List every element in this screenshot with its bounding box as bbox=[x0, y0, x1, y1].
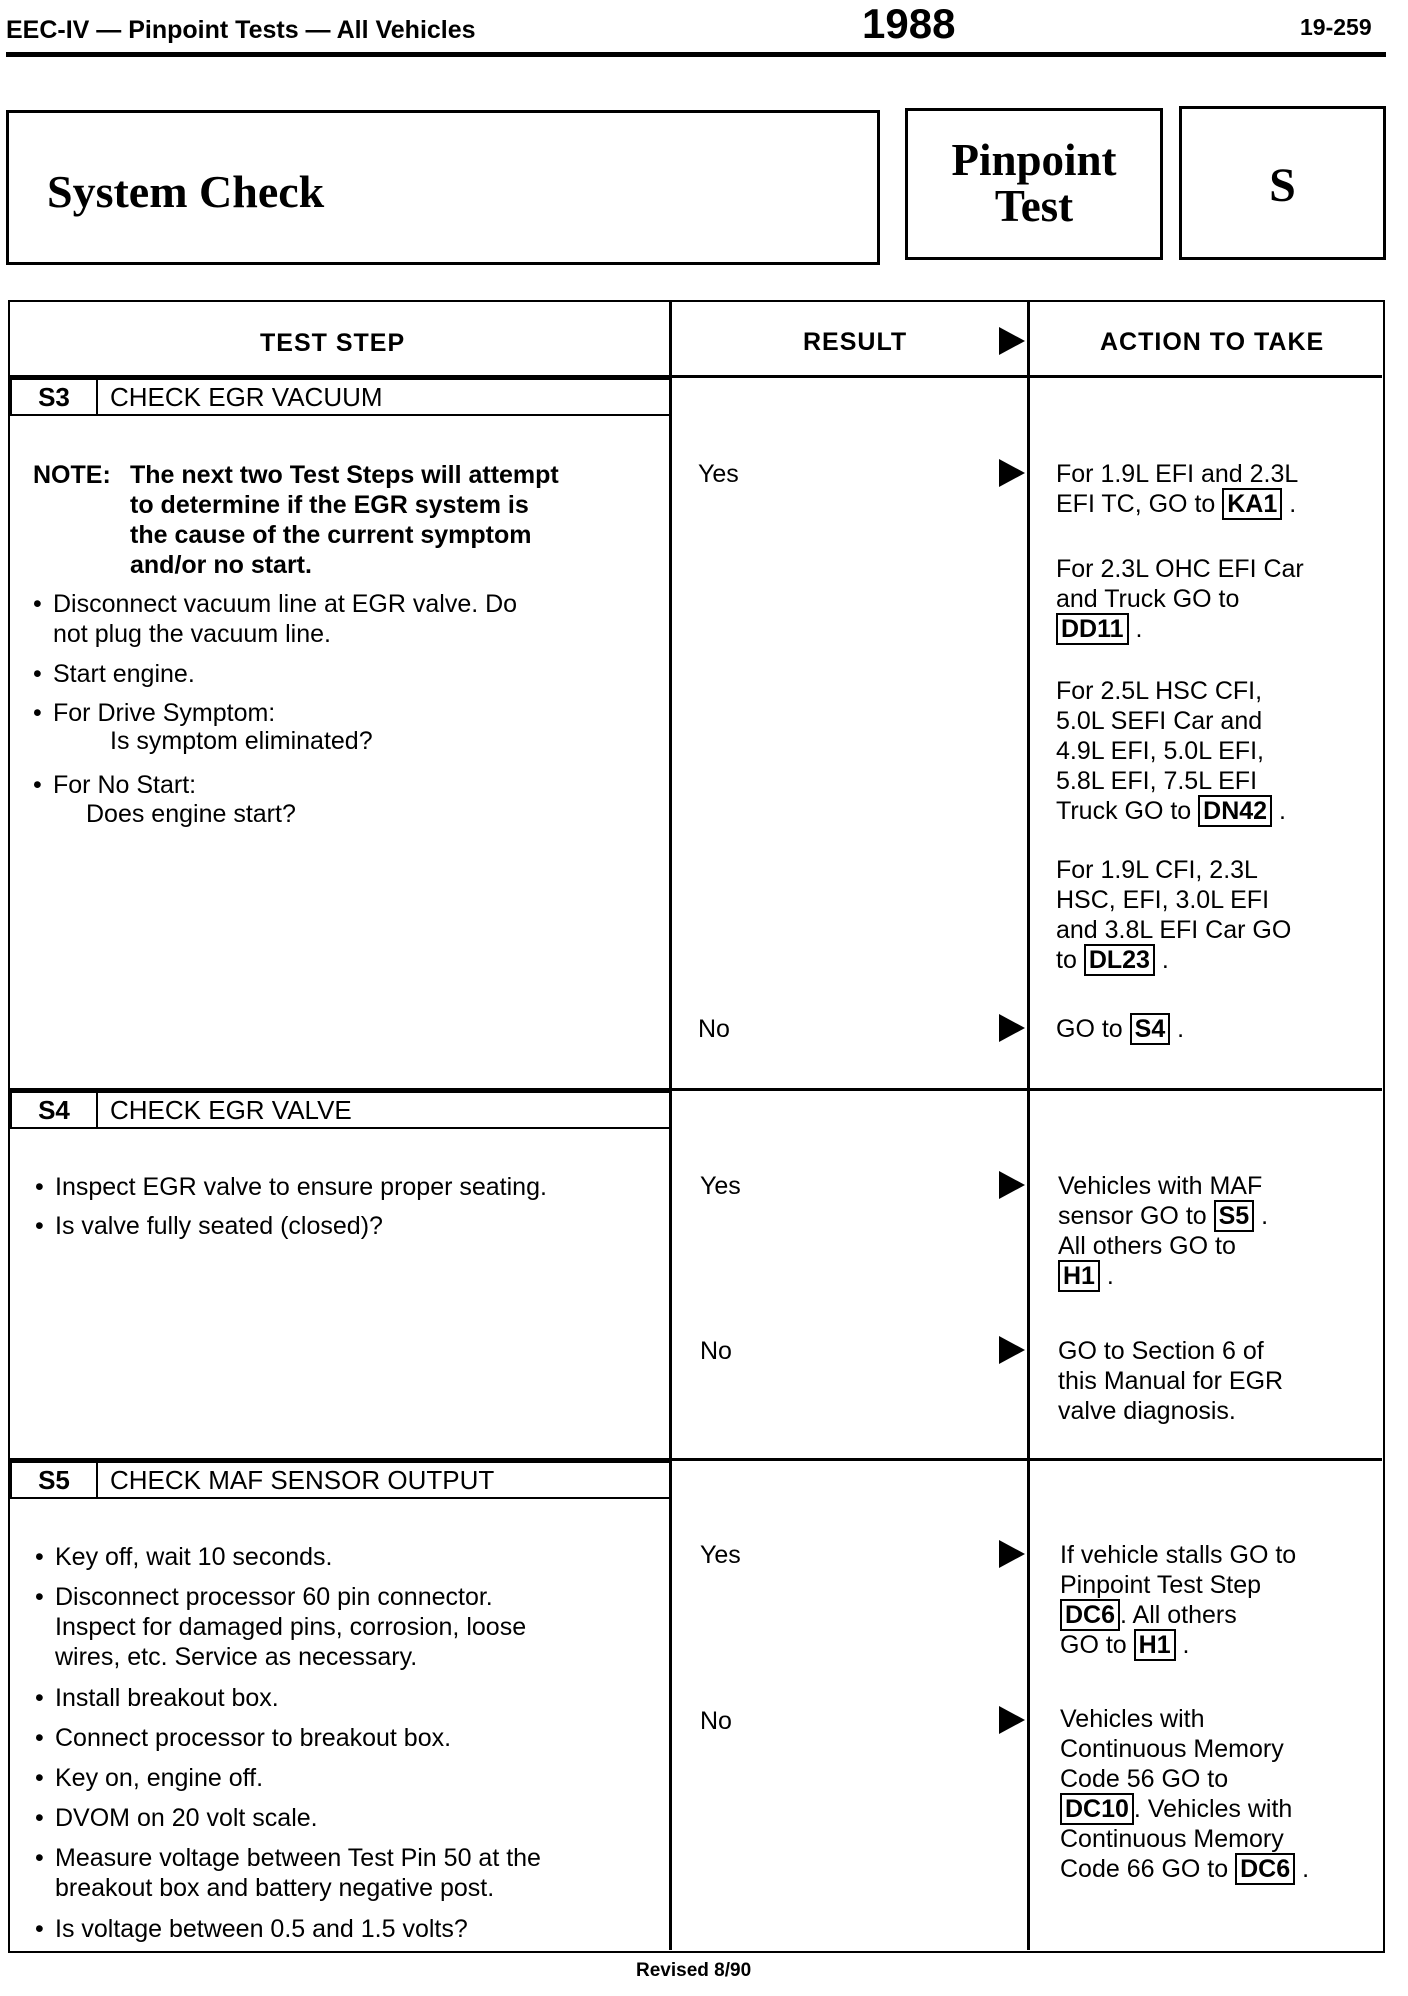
action-text: GO to Section 6 of this Manual for EGR valve diagnosis. bbox=[1058, 1337, 1284, 1425]
instruction-question: Is symptom eliminated? bbox=[110, 727, 373, 755]
instruction-question: Does engine start? bbox=[86, 800, 296, 828]
instruction-item: • Disconnect processor 60 pin connector. Inspect for damaged pins, corrosion, loose wires, etc. Service as necessary. bbox=[35, 1582, 526, 1672]
step-reference: KA1 bbox=[1222, 488, 1282, 520]
page-number: 19-259 bbox=[1300, 14, 1372, 40]
header-rule bbox=[6, 52, 1386, 57]
instruction-item: • For Drive Symptom: bbox=[33, 698, 275, 728]
model-year: 1988 bbox=[862, 0, 956, 47]
col-divider-2 bbox=[1027, 302, 1030, 1950]
action-text: For 2.3L OHC EFI Car and Truck GO to DD11 . bbox=[1056, 555, 1304, 643]
col-action: ACTION TO TAKE bbox=[1100, 328, 1325, 356]
instruction-item: • Is voltage between 0.5 and 1.5 volts? bbox=[35, 1914, 468, 1944]
step-reference: DC6 bbox=[1235, 1853, 1295, 1885]
test-label: Test bbox=[994, 181, 1074, 231]
result-arrow-icon bbox=[999, 459, 1025, 487]
note-line: to determine if the EGR system is bbox=[130, 491, 529, 519]
instruction-item: • Is valve fully seated (closed)? bbox=[35, 1211, 383, 1241]
step-name: CHECK MAF SENSOR OUTPUT bbox=[110, 1465, 495, 1495]
step-name: CHECK EGR VALVE bbox=[110, 1095, 352, 1125]
instruction-item: • Inspect EGR valve to ensure proper seating. bbox=[35, 1172, 547, 1202]
instruction-item: • DVOM on 20 volt scale. bbox=[35, 1803, 318, 1833]
result-yes: Yes bbox=[700, 1541, 741, 1569]
instruction-item: • Install breakout box. bbox=[35, 1683, 279, 1713]
test-table bbox=[8, 300, 1385, 1953]
step-reference: DN42 bbox=[1198, 795, 1272, 827]
result-arrow-icon bbox=[999, 1706, 1025, 1734]
step-id: S4 bbox=[12, 1093, 98, 1127]
instruction-item: • Connect processor to breakout box. bbox=[35, 1723, 451, 1753]
instruction-item: • Start engine. bbox=[33, 659, 195, 689]
instruction-item: • Key on, engine off. bbox=[35, 1763, 263, 1793]
result-yes: Yes bbox=[698, 460, 739, 488]
step-reference: DC10 bbox=[1060, 1793, 1134, 1825]
action-text: For 1.9L CFI, 2.3L HSC, EFI, 3.0L EFI and 3.8L EFI Car GO to DL23 . bbox=[1056, 856, 1292, 974]
action-text: For 2.5L HSC CFI, 5.0L SEFI Car and 4.9L EFI, 5.0L EFI, 5.8L EFI, 7.5L EFI Truck GO to DN42 . bbox=[1056, 677, 1286, 825]
action-text: Vehicles with MAF sensor GO to S5 . All others GO to H1 . bbox=[1058, 1172, 1269, 1290]
action-text: For 1.9L EFI and 2.3L EFI TC, GO to KA1 . bbox=[1056, 460, 1299, 518]
title-box bbox=[6, 110, 880, 265]
step-id: S3 bbox=[12, 380, 98, 414]
action-text: Vehicles with Continuous Memory Code 56 GO to DC10 . Vehicles with Continuous Memory Code 66 GO to DC6 . bbox=[1060, 1705, 1310, 1883]
result-arrow-icon bbox=[999, 1540, 1025, 1568]
instruction-item: • Disconnect vacuum line at EGR valve. Do not plug the vacuum line. bbox=[33, 589, 517, 649]
step-reference: S5 bbox=[1214, 1200, 1255, 1232]
step-id: S5 bbox=[12, 1463, 98, 1497]
col-test-step: TEST STEP bbox=[260, 329, 406, 357]
pinpoint-test-box bbox=[905, 108, 1163, 260]
step-s5-header bbox=[10, 1461, 672, 1499]
step-reference: S4 bbox=[1130, 1013, 1171, 1045]
step-reference: H1 bbox=[1134, 1629, 1176, 1661]
test-letter: S bbox=[1269, 159, 1296, 212]
result-yes: Yes bbox=[700, 1172, 741, 1200]
result-arrow-icon bbox=[999, 1336, 1025, 1364]
instruction-item: • Measure voltage between Test Pin 50 at the breakout box and battery negative post. bbox=[35, 1843, 541, 1903]
step-name: CHECK EGR VACUUM bbox=[110, 382, 383, 412]
note-line: the cause of the current symptom bbox=[130, 521, 532, 549]
running-header: EEC-IV — Pinpoint Tests — All Vehicles bbox=[6, 16, 476, 44]
result-arrow-icon bbox=[999, 327, 1025, 355]
step-reference: DC6 bbox=[1060, 1599, 1120, 1631]
revision-footer: Revised 8/90 bbox=[636, 1960, 752, 1981]
action-text: If vehicle stalls GO to Pinpoint Test Step DC6 . All others GO to H1 . bbox=[1060, 1541, 1297, 1659]
step-s3-header bbox=[10, 378, 672, 416]
note-line: and/or no start. bbox=[130, 551, 312, 579]
step-s4-header bbox=[10, 1091, 672, 1129]
instruction-item: • For No Start: bbox=[33, 770, 196, 800]
step-reference: DD11 bbox=[1056, 613, 1129, 645]
step-reference: DL23 bbox=[1084, 944, 1155, 976]
page-title: System Check bbox=[47, 166, 325, 217]
pinpoint-label: Pinpoint bbox=[951, 135, 1117, 185]
note-label: NOTE: bbox=[33, 461, 111, 489]
action-text: GO to S4 . bbox=[1056, 1015, 1185, 1043]
result-arrow-icon bbox=[999, 1171, 1025, 1199]
test-letter-box bbox=[1179, 106, 1386, 260]
instruction-item: • Key off, wait 10 seconds. bbox=[35, 1542, 332, 1572]
col-result: RESULT bbox=[803, 328, 908, 356]
result-no: No bbox=[700, 1337, 732, 1365]
result-no: No bbox=[698, 1015, 730, 1043]
result-arrow-icon bbox=[999, 1014, 1025, 1042]
step-reference: H1 bbox=[1058, 1260, 1100, 1292]
result-no: No bbox=[700, 1707, 732, 1735]
note-line: The next two Test Steps will attempt bbox=[130, 461, 559, 489]
